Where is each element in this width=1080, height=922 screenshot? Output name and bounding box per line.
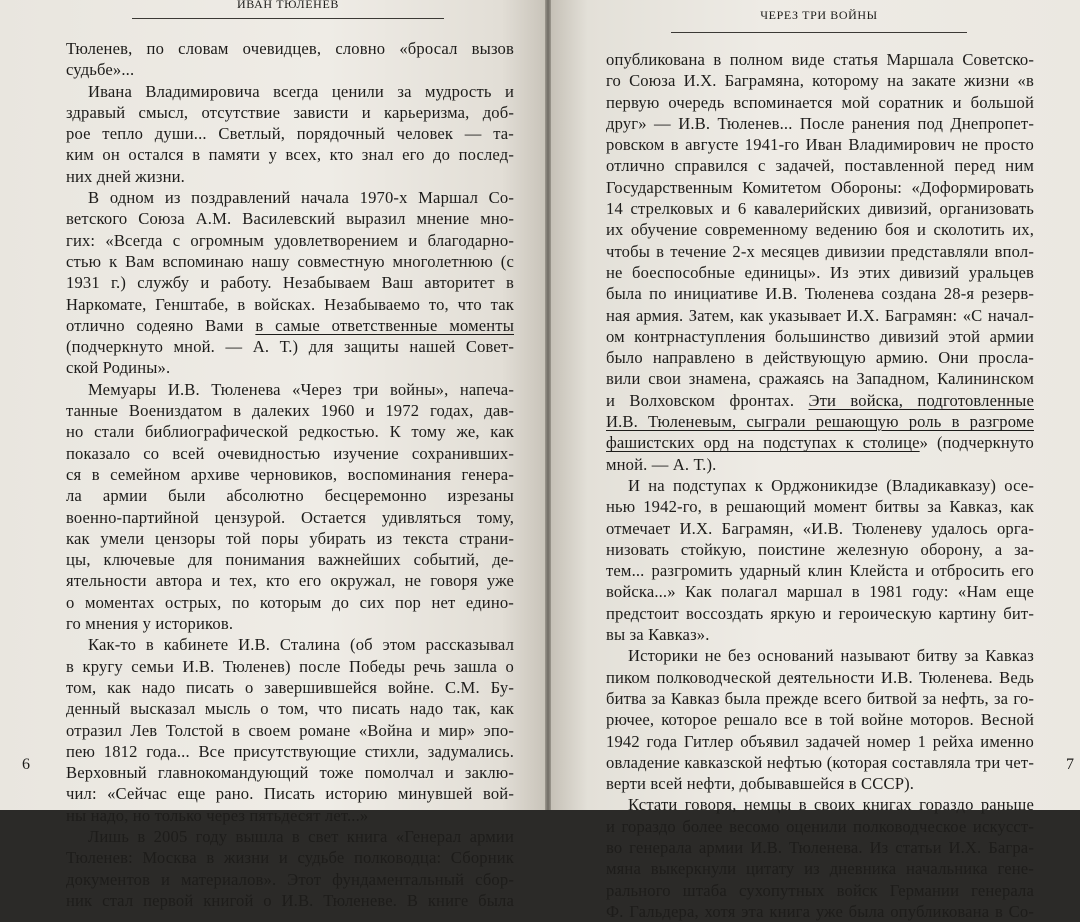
text-run: ник стал первой книгой о И.В. Тюленеве. В книге была <box>66 890 514 910</box>
right-page <box>551 0 1080 921</box>
text-line <box>606 326 1034 347</box>
text-run: Ф. Гальдера, хотя эта книга уже была опубликована в Со- <box>606 901 1034 921</box>
text-run: том, как надо писать о завершившейся войне. С.М. Бу- <box>66 677 514 697</box>
text-run: ом контрнаступления большинство дивизий этой армии <box>606 326 1034 346</box>
text-run: рое тепло души... Светлый, порядочный человек — та- <box>66 124 514 144</box>
text-run: го мнения у историков. <box>66 614 234 634</box>
text-line <box>66 166 514 187</box>
text-line <box>66 230 514 251</box>
text-line <box>66 208 514 229</box>
text-run: гих: «Всегда с огромным удовлетворением и благодарно- <box>66 230 514 250</box>
page-number: 6 <box>22 756 30 773</box>
text-line <box>66 421 514 442</box>
text-run: первую очередь вспоминается мой соратник и большой <box>606 92 1034 112</box>
text-line <box>66 677 514 698</box>
text-line <box>606 305 1034 326</box>
text-run: ная армия. Затем, как указывает И.Х. Баграмян: «С начал- <box>606 305 1034 325</box>
text-line <box>606 49 1034 70</box>
text-line <box>66 634 514 655</box>
text-line <box>606 70 1034 91</box>
text-line <box>606 432 1034 453</box>
text-run: верти всей нефти, добывавшейся в СССР). <box>606 774 915 794</box>
text-run: но стали библиографической редкостью. К тому же, как <box>66 422 514 442</box>
text-line <box>606 283 1034 304</box>
text-run: и Волховском фронтах. <box>606 390 809 410</box>
text-line <box>606 688 1034 709</box>
text-line <box>606 347 1034 368</box>
text-line <box>66 890 514 911</box>
text-line <box>606 262 1034 283</box>
text-line <box>606 709 1034 730</box>
text-run: денный высказал мысль о том, что писать надо так, как <box>66 699 514 719</box>
text-line <box>66 507 514 528</box>
text-run: в кругу семьи И.В. Тюленев) после Победы речь зашла о <box>66 656 514 676</box>
text-run: показало со всей очевидностью изучение сохранивших- <box>66 443 514 463</box>
text-line <box>606 496 1034 517</box>
left-page <box>0 0 545 910</box>
text-run: тем... разгромить ударный клин Клейста и отбросить его <box>606 561 1034 581</box>
text-run: вили свои знамена, сражаясь на Западном, Калининском <box>606 369 1034 389</box>
text-run: документов и материалов». Этот фундаментальный сбор- <box>66 869 514 889</box>
text-run: мяна выкеркнули цитату из дневника начальника гене- <box>606 859 1034 879</box>
text-run: битва за Кавказ была прежде всего битвой за нефть, за го- <box>606 688 1034 708</box>
text-line <box>606 134 1034 155</box>
text-run: ся в семейном архиве черновиков, воспоминания генера- <box>66 464 514 484</box>
text-run: нью 1942-го, в решающий момент битвы за Кавказ, как <box>606 497 1034 517</box>
text-line <box>606 241 1034 262</box>
text-line <box>606 518 1034 539</box>
text-run: и гораздо более весомо оценили полководческое искусст- <box>606 816 1034 836</box>
text-line <box>606 794 1034 815</box>
text-run: ла армии были абсолютно бесцеремонно изрезаны <box>66 486 514 506</box>
text-run: опубликована в полном виде статья Маршала Советско- <box>606 50 1034 69</box>
header-rule <box>671 32 967 33</box>
text-line <box>606 752 1034 773</box>
text-run: ны надо, но только через пятьдесят лет...» <box>66 805 369 825</box>
text-run: 1942 года Гитлер объявил задачей номер 1 рейха именно <box>606 731 1034 751</box>
text-line <box>606 411 1034 432</box>
text-run: (подчеркнуто мной. — А. Т.) для защиты нашей Совет- <box>66 337 514 357</box>
text-run: чтобы в течение 2-х месяцев дивизии представляли впол- <box>606 241 1034 261</box>
text-line <box>66 102 514 123</box>
text-line <box>606 858 1034 879</box>
page-number: 7 <box>1066 756 1074 773</box>
text-run: отмечает И.Х. Баграмян, «И.В. Тюленеву удалось орга- <box>606 518 1034 538</box>
text-line <box>606 219 1034 240</box>
running-header: ИВАН ТЮЛЕНЕВ <box>237 0 339 11</box>
text-run: войска...» Как полагал маршал в 1981 году: «Нам еще <box>606 582 1034 602</box>
text-run: отлично справился с задачей, поставленной перед ним <box>606 156 1034 176</box>
text-line <box>66 720 514 741</box>
text-run: было направлено в действующую армию. Они просла- <box>606 348 1034 368</box>
text-run: 1931 г.) службу и работу. Незабываем Ваш авторитет в <box>66 273 514 293</box>
text-line <box>66 464 514 485</box>
text-line <box>66 592 514 613</box>
text-line <box>66 656 514 677</box>
text-line <box>606 603 1034 624</box>
underlined-text: Эти войска, подготовленные <box>808 390 1034 410</box>
text-line <box>606 816 1034 837</box>
text-line <box>606 560 1034 581</box>
text-run: друг» — И.В. Тюленев... После ранения под Днепропет- <box>606 113 1034 133</box>
text-run: В одном из поздравлений начала 1970-х Маршал Со- <box>88 188 514 208</box>
text-line <box>606 368 1034 389</box>
text-run: предстоит воссоздать яркую и героическую картину бит- <box>606 603 1034 623</box>
underlined-text: в самые ответственные моменты <box>255 315 514 335</box>
text-run: Государственным Комитетом Обороны: «Доформировать <box>606 177 1034 197</box>
text-line <box>606 390 1034 411</box>
text-line <box>606 731 1034 752</box>
text-run: ровском в августе 1941-го Иван Владимирович не просто <box>606 135 1034 155</box>
text-run: цы, ключевые для понимания важнейших событий, де- <box>66 550 514 570</box>
text-line <box>66 485 514 506</box>
text-run: судьбе»... <box>66 60 135 80</box>
text-run: » (подчеркнуто <box>919 433 1034 453</box>
text-run: танные Воениздатом в далеких 1960 и 1972 годах, дав- <box>66 401 514 421</box>
text-line <box>66 783 514 804</box>
running-header: ЧЕРЕЗ ТРИ ВОЙНЫ <box>760 8 878 22</box>
text-line <box>606 113 1034 134</box>
text-run: ятельности автора и тех, кто его окружал, не говоря уже <box>66 571 514 591</box>
text-line <box>606 454 1034 475</box>
text-run: Ивана Владимировича всегда ценили за мудрость и <box>88 81 514 101</box>
text-line <box>66 38 514 59</box>
text-run: рального штаба сухопутных войск Германии генерала <box>606 880 1034 900</box>
text-line <box>606 773 1034 794</box>
underlined-text: И.В. Тюленевым, сыграли решающую роль в разгроме <box>606 412 1034 432</box>
text-line <box>606 645 1034 666</box>
text-line <box>66 379 514 400</box>
underlined-text: фашистских орд на подступах к столице <box>606 433 920 453</box>
text-line <box>606 624 1034 645</box>
text-line <box>66 698 514 719</box>
text-line <box>66 187 514 208</box>
text-line <box>606 475 1034 496</box>
text-line <box>66 869 514 890</box>
text-run: Мемуары И.В. Тюленева «Через три войны», напеча- <box>88 379 514 399</box>
text-run: Как-то в кабинете И.В. Сталина (об этом рассказывал <box>88 635 514 655</box>
text-line <box>66 826 514 847</box>
text-run: их обучение современному ведению боя и сколотить их, <box>606 220 1034 240</box>
text-line <box>66 336 514 357</box>
text-line <box>66 357 514 378</box>
text-run: Тюленев: Москва в жизни и судьбе полководца: Сборник <box>66 848 514 868</box>
text-line <box>66 251 514 272</box>
text-line <box>606 92 1034 113</box>
text-line <box>606 880 1034 901</box>
text-run: Верховный главнокомандующий тоже помолчал и заклю- <box>66 763 514 783</box>
body-text <box>66 38 514 911</box>
text-line <box>606 198 1034 219</box>
text-line <box>66 59 514 80</box>
header-rule <box>132 18 444 19</box>
text-run: чил: «Сейчас еще рано. Писать историю минувшей вой- <box>66 784 514 804</box>
text-line <box>66 81 514 102</box>
text-line <box>606 901 1034 922</box>
text-line <box>66 805 514 826</box>
text-line <box>606 177 1034 198</box>
text-line <box>606 837 1034 858</box>
text-line <box>66 272 514 293</box>
text-run: И на подступах к Орджоникидзе (Владикавказу) осе- <box>628 475 1034 495</box>
text-line <box>606 667 1034 688</box>
text-line <box>66 123 514 144</box>
text-line <box>66 847 514 868</box>
text-run: мной. — А. Т.). <box>606 454 717 474</box>
text-run: пею 1812 года... Все присутствующие стихли, задумались. <box>66 741 514 761</box>
text-line <box>66 443 514 464</box>
text-run: пиком полководческой деятельности И.В. Тюленева. Ведь <box>606 667 1034 687</box>
text-run: отразил Лев Толстой в своем романе «Война и мир» эпо- <box>66 720 514 740</box>
body-text <box>606 49 1034 922</box>
text-run: отлично содеяно Вами <box>66 315 256 335</box>
text-run: вы за Кавказ». <box>606 625 710 645</box>
text-run: как умели цензоры той поры убирать из текста страни- <box>66 528 514 548</box>
text-line <box>606 581 1034 602</box>
text-line <box>66 570 514 591</box>
text-line <box>606 155 1034 176</box>
text-run: рючее, которое решало все в той войне моторов. Весной <box>606 710 1034 730</box>
text-run: 14 стрелковых и 6 кавалерийских дивизий, организовать <box>606 199 1034 219</box>
text-run: низовать стойкую, поистине железную оборону, а за- <box>606 539 1034 559</box>
text-line <box>66 613 514 634</box>
text-line <box>66 144 514 165</box>
text-run: Тюленев, по словам очевидцев, словно «бросал вызов <box>66 39 514 58</box>
text-line <box>66 315 514 336</box>
text-run: стью к Вам вспоминаю нашу совместную многолетнюю (с <box>66 251 514 271</box>
text-line <box>66 549 514 570</box>
text-run: них дней жизни. <box>66 166 185 186</box>
text-run: Лишь в 2005 году вышла в свет книга «Генерал армии <box>88 826 514 846</box>
text-run: Кстати говоря, немцы в своих книгах гораздо раньше <box>628 795 1034 815</box>
text-line <box>66 762 514 783</box>
text-run: была по инициативе И.В. Тюленева создана 28-я резерв- <box>606 284 1034 304</box>
text-run: ким он остался в памяти у всех, кто знал его до послед- <box>66 145 514 165</box>
text-line <box>66 528 514 549</box>
text-run: о моментах острых, по которым до сих пор нет едино- <box>66 592 514 612</box>
text-line <box>66 741 514 762</box>
text-run: военно-партийной цензурой. Остается удивляться тому, <box>66 507 514 527</box>
text-run: во генерала армии И.В. Тюленева. Из статьи И.Х. Багра- <box>606 837 1034 857</box>
text-run: овладение кавказской нефтью (которая составляла три чет- <box>606 752 1034 772</box>
text-line <box>606 539 1034 560</box>
text-run: Историки не без оснований называют битву за Кавказ <box>628 646 1034 666</box>
text-run: ветского Союза А.М. Василевский выразил мнение мно- <box>66 209 514 229</box>
text-run: здравый смысл, отсутствие зависти и карьеризма, доб- <box>66 102 514 122</box>
text-run: го Союза И.Х. Баграмяна, которому на закате жизни «в <box>606 71 1034 91</box>
text-run: не боеспособные единицы». Из этих дивизий уральцев <box>606 262 1034 282</box>
text-run: ской Родины». <box>66 358 171 378</box>
text-line <box>66 294 514 315</box>
text-run: Наркомате, Генштабе, в войсках. Незабываемо то, что так <box>66 294 514 314</box>
text-line <box>66 400 514 421</box>
